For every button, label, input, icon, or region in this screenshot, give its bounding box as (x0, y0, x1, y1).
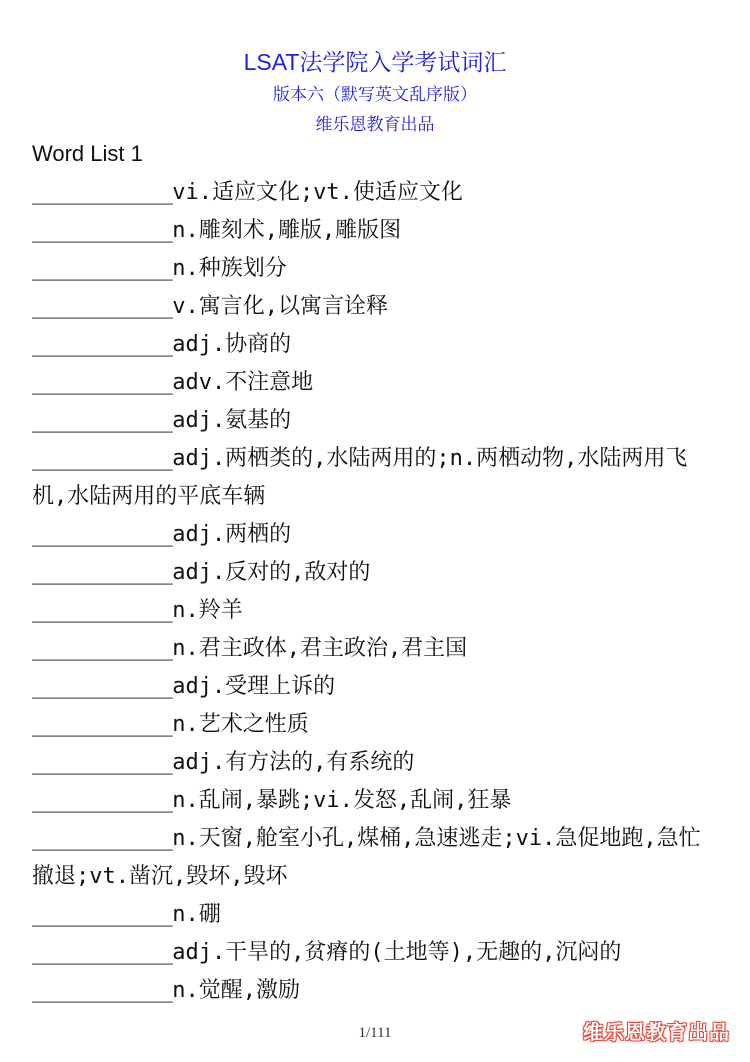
entry-definition: n.乱闹,暴跳;vi.发怒,乱闹,狂暴 (172, 788, 512, 813)
answer-blank: ___________ (32, 294, 173, 319)
watermark-logo: 维乐恩教育出品 (583, 1020, 730, 1044)
entry-definition: adj.两栖的 (172, 522, 292, 547)
entry-definition: adj.受理上诉的 (172, 674, 336, 699)
entry-definition: n.种族划分 (172, 256, 287, 281)
vocabulary-entry (32, 554, 722, 592)
answer-blank: ___________ (32, 636, 173, 661)
entry-definition: vi.适应文化;vt.使适应文化 (172, 180, 463, 205)
answer-blank: ___________ (32, 902, 173, 927)
answer-blank: ___________ (32, 560, 173, 585)
vocabulary-entry (32, 288, 722, 326)
word-list-heading: Word List 1 (32, 141, 143, 166)
vocabulary-entry (32, 782, 722, 820)
answer-blank: ___________ (32, 180, 173, 205)
entry-definition: n.羚羊 (172, 598, 243, 623)
entry-definition: n.硼 (172, 902, 221, 927)
vocabulary-entry (32, 744, 722, 782)
answer-blank: ___________ (32, 522, 173, 547)
entry-definition: n.雕刻术,雕版,雕版图 (172, 218, 402, 243)
vocabulary-entry (32, 174, 722, 212)
answer-blank: ___________ (32, 408, 173, 433)
vocabulary-entry (32, 402, 722, 440)
vocabulary-entry (32, 668, 722, 706)
answer-blank: ___________ (32, 598, 173, 623)
entry-definition: adv.不注意地 (172, 370, 314, 395)
vocabulary-entry (32, 212, 722, 250)
vocabulary-entry (32, 326, 722, 364)
vocabulary-entry (32, 972, 722, 1010)
entry-definition: n.天窗,舱室小孔,煤桶,急速逃走;vi.急促地跑,急忙撤退;vt.凿沉,毁坏,毁坏 (32, 826, 701, 889)
vocabulary-entry (32, 896, 722, 934)
vocabulary-entry (32, 516, 722, 554)
answer-blank: ___________ (32, 446, 173, 471)
page-number: 1/111 (358, 1025, 392, 1041)
document-subtitle: 版本六（默写英文乱序版） (273, 85, 477, 105)
vocabulary-entry (32, 440, 722, 516)
answer-blank: ___________ (32, 978, 173, 1003)
answer-blank: ___________ (32, 940, 173, 965)
answer-blank: ___________ (32, 218, 173, 243)
answer-blank: ___________ (32, 826, 173, 851)
vocabulary-list (32, 174, 722, 1010)
entry-definition: n.君主政体,君主政治,君主国 (172, 636, 468, 661)
vocabulary-entry (32, 820, 722, 896)
entry-definition: adj.有方法的,有系统的 (172, 750, 415, 775)
vocabulary-entry (32, 592, 722, 630)
answer-blank: ___________ (32, 674, 173, 699)
entry-definition: adj.协商的 (172, 332, 292, 357)
entry-definition: adj.两栖类的,水陆两用的;n.两栖动物,水陆两用飞机,水陆两用的平底车辆 (32, 446, 688, 509)
answer-blank: ___________ (32, 712, 173, 737)
answer-blank: ___________ (32, 256, 173, 281)
answer-blank: ___________ (32, 370, 173, 395)
entry-definition: n.艺术之性质 (172, 712, 309, 737)
vocabulary-entry (32, 630, 722, 668)
vocabulary-entry (32, 934, 722, 972)
entry-definition: n.觉醒,激励 (172, 978, 300, 1003)
entry-definition: adj.干旱的,贫瘠的(土地等),无趣的,沉闷的 (172, 940, 622, 965)
vocabulary-entry (32, 364, 722, 402)
publisher-line: 维乐恩教育出品 (315, 115, 435, 135)
entry-definition: v.寓言化,以寓言诠释 (172, 294, 388, 319)
answer-blank: ___________ (32, 332, 173, 357)
answer-blank: ___________ (32, 788, 173, 813)
vocabulary-entry (32, 706, 722, 744)
document-title: LSAT法学院入学考试词汇 (243, 49, 507, 75)
entry-definition: adj.反对的,敌对的 (172, 560, 371, 585)
entry-definition: adj.氨基的 (172, 408, 292, 433)
answer-blank: ___________ (32, 750, 173, 775)
vocabulary-entry (32, 250, 722, 288)
